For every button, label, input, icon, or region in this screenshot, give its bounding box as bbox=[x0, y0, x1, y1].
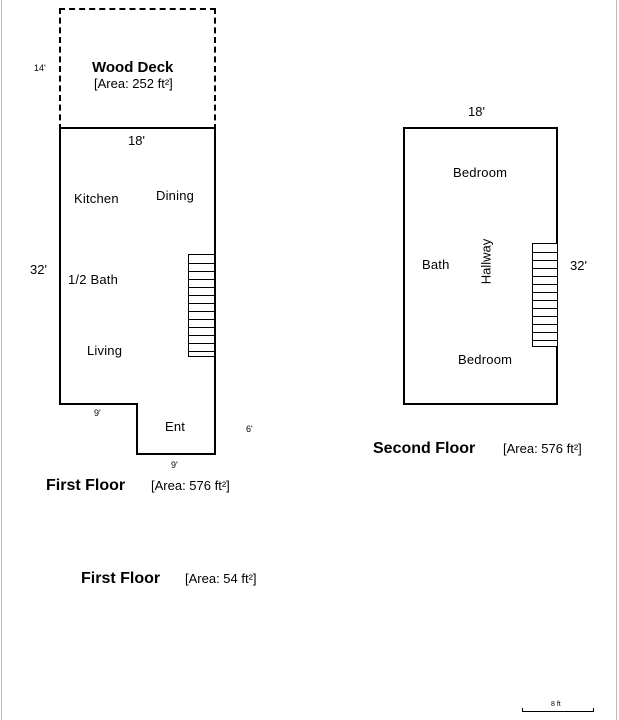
page-border-right bbox=[616, 0, 617, 720]
entry-width-dimension: 9' bbox=[171, 460, 178, 470]
second-floor-area: [Area: 576 ft²] bbox=[503, 441, 582, 456]
wood-deck-area: [Area: 252 ft²] bbox=[94, 76, 173, 91]
room-bath: Bath bbox=[422, 257, 450, 272]
first-floor-left-segment-dimension: 9' bbox=[94, 408, 101, 418]
room-living: Living bbox=[87, 343, 123, 358]
second-floor-stairs bbox=[532, 243, 558, 347]
room-kitchen: Kitchen bbox=[74, 191, 119, 206]
wood-deck-title: Wood Deck bbox=[92, 59, 174, 76]
room-bedroom-lower: Bedroom bbox=[458, 352, 513, 367]
scale-bar bbox=[522, 708, 594, 712]
entry-floor-area: [Area: 54 ft²] bbox=[185, 571, 257, 586]
room-bedroom-upper: Bedroom bbox=[453, 165, 508, 180]
room-hallway: Hallway bbox=[478, 238, 494, 285]
entry-depth-dimension: 6' bbox=[246, 424, 253, 434]
page-border-left bbox=[1, 0, 2, 720]
scale-label: 8 ft bbox=[551, 701, 561, 708]
entry-floor-title: First Floor bbox=[81, 570, 161, 587]
first-floor-area: [Area: 576 ft²] bbox=[151, 478, 230, 493]
room-entry: Ent bbox=[165, 419, 186, 434]
wood-deck-depth-dimension: 14' bbox=[34, 63, 46, 73]
first-floor-stairs bbox=[188, 254, 214, 357]
second-floor-width-dimension: 18' bbox=[468, 104, 485, 119]
second-floor-title: Second Floor bbox=[373, 440, 476, 457]
second-floor-length-dimension: 32' bbox=[570, 258, 587, 273]
room-dining: Dining bbox=[156, 188, 195, 203]
first-floor-width-dimension: 18' bbox=[128, 133, 145, 148]
first-floor-title: First Floor bbox=[46, 477, 126, 494]
room-half-bath: 1/2 Bath bbox=[68, 272, 119, 287]
first-floor-length-dimension: 32' bbox=[30, 262, 47, 277]
